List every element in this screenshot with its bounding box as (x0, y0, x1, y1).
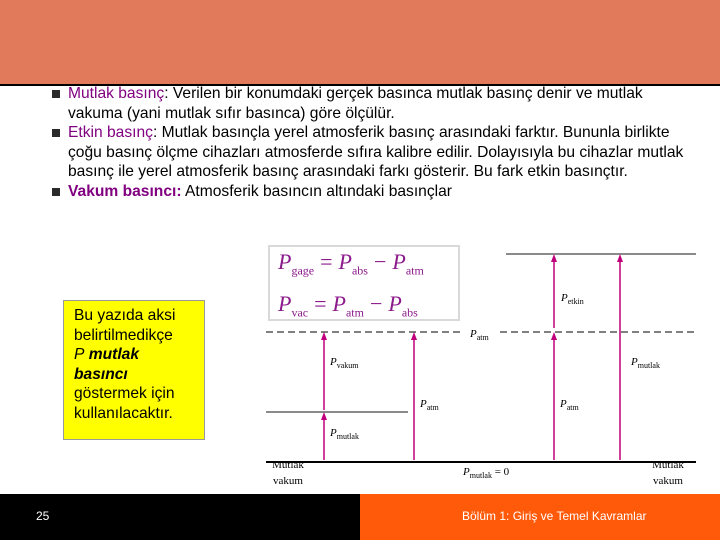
label-p-mutlak-zero: $P_{mutlak} = 0$ (463, 466, 510, 481)
label-p-mutlak-left: $P_{mutlak}$ (330, 427, 359, 442)
label-p-etkin: $P_{etkin}$ (561, 292, 584, 307)
right-label-line1: Mutlak (652, 459, 684, 471)
bullet-square-icon (52, 129, 60, 137)
term-etkin-basinc: Etkin basınç (68, 124, 153, 141)
bullet-square-icon (52, 90, 60, 98)
title-bar (0, 0, 720, 84)
label-p-atm-line: $P_{atm}$ (470, 328, 489, 343)
bullet-text: Verilen bir konumdaki gerçek basınca mutlak basınç denir ve mutlak vakuma (yani mutlak sıfır basınca) göre ölçülür. (68, 85, 643, 122)
note-line: P mutlak (74, 346, 139, 363)
bullet-list (52, 84, 692, 201)
page-number: 25 (36, 509, 50, 523)
note-line: Bu yazıda aksi (74, 307, 176, 324)
right-label-line2: vakum (653, 475, 683, 487)
label-p-vakum: $P_{vakum}$ (330, 356, 359, 371)
left-label-line1: Mutlak (272, 459, 304, 471)
left-label-line2: vakum (273, 475, 303, 487)
formula-box (268, 245, 460, 321)
right-mutlak-vakum-label (646, 457, 690, 489)
note-line: basıncı (74, 365, 128, 383)
label-p-mutlak-right: $P_{mutlak}$ (631, 356, 660, 371)
formula-vac: $P_{vac} = P_{atm} - P_{abs}$ (278, 291, 418, 320)
bullet-vakum-basinci (52, 182, 692, 202)
left-mutlak-vakum-label (266, 457, 310, 489)
term-mutlak-basinc: Mutlak basınç (68, 85, 165, 102)
note-line: kullanılacaktır. (74, 404, 173, 422)
bullet-mutlak-basinc (52, 84, 692, 123)
bullet-text: Atmosferik basıncın altındaki basınçlar (181, 182, 452, 200)
footer-title: Bölüm 1: Giriş ve Temel Kavramlar (462, 509, 647, 523)
note-text (64, 301, 204, 423)
note-line: göstermek için (74, 385, 175, 402)
label-p-atm-left: $P_{atm}$ (420, 398, 439, 413)
note-line: belirtilmedikçe (74, 326, 173, 344)
label-p-atm-right: $P_{atm}$ (560, 398, 579, 413)
bullet-text: Mutlak basınçla yerel atmosferik basınç arasındaki farktır. Bununla birlikte çoğu basınç ölçme cihazları atmosferde sıfıra kalibre edilir. Dolayısıyla bu cihazlar mutlak basınç ile yerel atmosferik basınç arasındaki farkı gösterir. Bu fark etkin basınçtır. (68, 124, 684, 180)
formula-gage: $P_{gage} = P_{abs} - P_{atm}$ (278, 249, 424, 278)
bullet-etkin-basinc (52, 123, 692, 182)
bullet-square-icon (52, 188, 60, 196)
term-suffix: : (152, 124, 158, 141)
term-suffix: : (164, 85, 169, 102)
term-vakum-basinci: Vakum basıncı: (68, 182, 182, 200)
note-box (63, 300, 205, 440)
